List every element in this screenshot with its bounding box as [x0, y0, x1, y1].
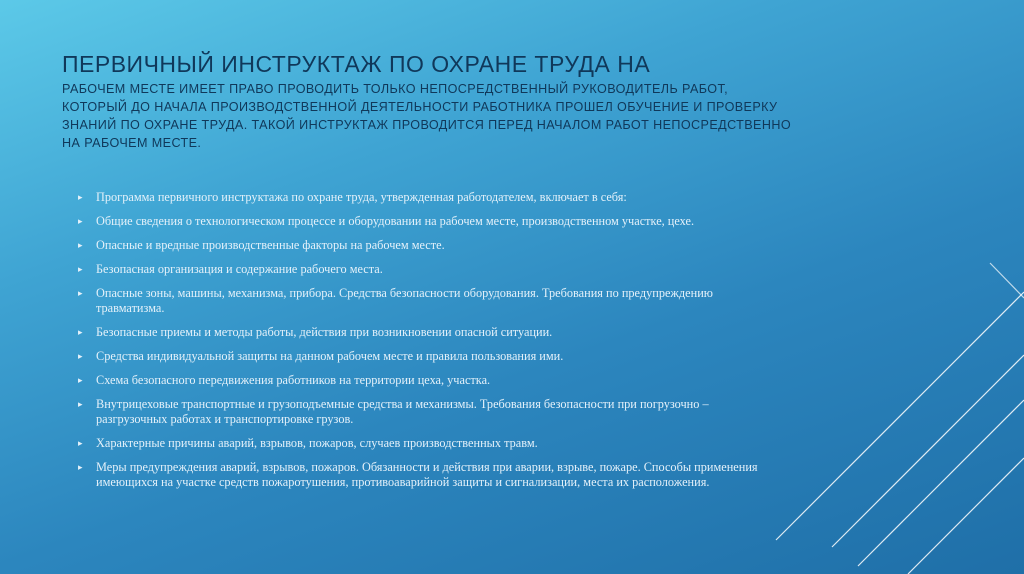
decor-line-4: [908, 458, 1024, 574]
bullet-arrow-icon: ▸: [78, 462, 83, 472]
bullet-text: Программа первичного инструктажа по охране труда, утвержденная работодателем, включает в себя:: [96, 190, 627, 204]
bullet-text: Безопасные приемы и методы работы, действия при возникновении опасной ситуации.: [96, 325, 553, 339]
bullet-arrow-icon: ▸: [78, 240, 83, 250]
bullet-text: Опасные зоны, машины, механизма, прибора. Средства безопасности оборудования. Требования по предупреждению травматизма.: [96, 286, 713, 315]
bullet-arrow-icon: ▸: [78, 288, 83, 298]
bullet-arrow-icon: ▸: [78, 192, 83, 202]
bullet-text: Безопасная организация и содержание рабочего места.: [96, 262, 383, 276]
bullet-text: Характерные причины аварий, взрывов, пожаров, случаев производственных травм.: [96, 436, 538, 450]
bullet-text: Средства индивидуальной защиты на данном рабочем месте и правила пользования ими.: [96, 349, 564, 363]
bullet-arrow-icon: ▸: [78, 327, 83, 337]
slide-title: ПЕРВИЧНЫЙ ИНСТРУКТАЖ ПО ОХРАНЕ ТРУДА НА: [62, 51, 651, 77]
bullet-text: Схема безопасного передвижения работников на территории цеха, участка.: [96, 373, 491, 387]
decor-line-1: [776, 292, 1024, 540]
bullet-text: Общие сведения о технологическом процессе и оборудовании на рабочем месте, производственном участке, цехе.: [96, 214, 695, 228]
bullet-text: Внутрицеховые транспортные и грузоподъемные средства и механизмы. Требования безопасности при погрузочно – разгрузочных работах и транспортировке грузов.: [96, 397, 709, 426]
bullet-arrow-icon: ▸: [78, 351, 83, 361]
bullet-arrow-icon: ▸: [78, 399, 83, 409]
bullet-text: Опасные и вредные производственные факторы на рабочем месте.: [96, 238, 445, 252]
bullet-arrow-icon: ▸: [78, 216, 83, 226]
decor-line-2: [832, 355, 1024, 547]
bullet-arrow-icon: ▸: [78, 375, 83, 385]
bullet-text: Меры предупреждения аварий, взрывов, пожаров. Обязанности и действия при аварии, взрыве, пожаре. Способы применения имеющихся на участке средств пожаротушения, противоаварийной защиты и сигнализации, места их расположения.: [96, 460, 758, 489]
bullet-arrow-icon: ▸: [78, 438, 83, 448]
bullet-arrow-icon: ▸: [78, 264, 83, 274]
decor-line-5: [990, 263, 1024, 298]
slide-subtitle: РАБОЧЕМ МЕСТЕ ИМЕЕТ ПРАВО ПРОВОДИТЬ ТОЛЬКО НЕПОСРЕДСТВЕННЫЙ РУКОВОДИТЕЛЬ РАБОТ, КОТОРЫЙ ДО НАЧАЛА ПРОИЗВОДСТВЕННОЙ ДЕЯТЕЛЬНОСТИ РАБОТНИКА ПРОШЕЛ ОБУЧЕНИЕ И ПРОВЕРКУ ЗНАНИЙ ПО ОХРАНЕ ТРУДА. ТАКОЙ ИНСТРУКТАЖ ПРОВОДИТСЯ ПЕРЕД НАЧАЛОМ РАБОТ НЕПОСРЕДСТВЕННО НА РАБОЧЕМ МЕСТЕ.: [62, 82, 792, 150]
